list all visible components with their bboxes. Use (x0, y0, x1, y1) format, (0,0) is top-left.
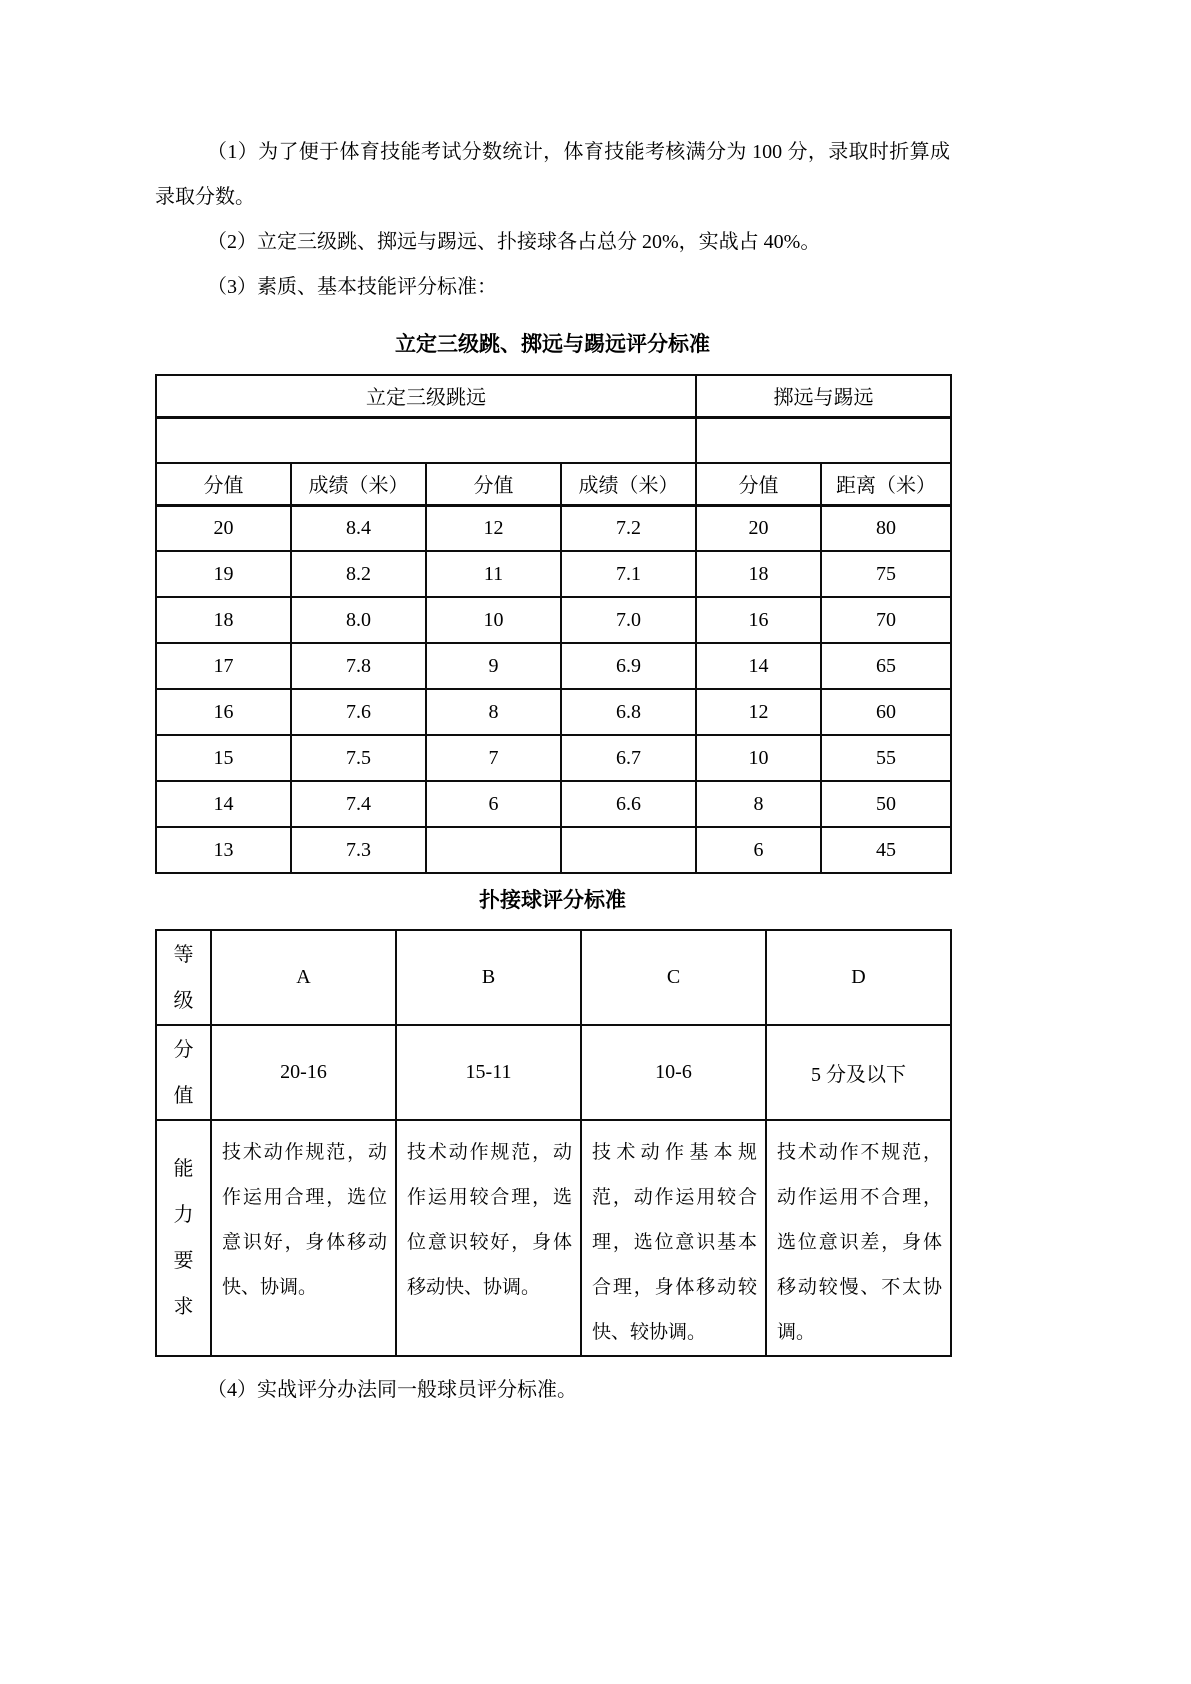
row-label: 等级 (173, 943, 194, 1012)
score-range-cell: 5 分及以下 (766, 1025, 951, 1120)
score-range-cell: 20-16 (211, 1025, 396, 1120)
table-cell: 8.4 (291, 505, 426, 551)
requirement-cell: 技术动作规范，动作运用较合理，选位意识较好，身体移动快、协调。 (396, 1120, 581, 1356)
table-cell: 8.2 (291, 551, 426, 597)
table-cell: 10 (696, 735, 821, 781)
table-cell: 9 (426, 643, 561, 689)
table-cell: 14 (156, 781, 291, 827)
grade-cell: A (211, 930, 396, 1025)
table-cell: 50 (821, 781, 951, 827)
table-cell: 8 (426, 689, 561, 735)
row-label-cell (156, 1120, 211, 1356)
table-cell: 20 (696, 505, 821, 551)
grade-cell: C (581, 930, 766, 1025)
group-header-cell: 立定三级跳远 (156, 375, 696, 417)
table-cell: 19 (156, 551, 291, 597)
jump-throw-score-table (155, 374, 952, 874)
row-label: 分值 (173, 1038, 194, 1107)
row-label: 能力要求 (173, 1158, 194, 1318)
table-row (156, 551, 951, 597)
table-cell: 60 (821, 689, 951, 735)
table-row (156, 597, 951, 643)
group-header-cell: 掷远与踢远 (696, 375, 951, 417)
table-row (156, 505, 951, 551)
table-row (156, 930, 951, 1025)
table-cell: 7.5 (291, 735, 426, 781)
table2-title: 扑接球评分标准 (479, 889, 626, 912)
table-cell: 10 (426, 597, 561, 643)
table-row (156, 463, 951, 505)
table-cell: 7 (426, 735, 561, 781)
table-cell: 11 (426, 551, 561, 597)
table-cell: 7.3 (291, 827, 426, 873)
table-cell: 7.1 (561, 551, 696, 597)
table-cell (426, 827, 561, 873)
table-cell: 16 (156, 689, 291, 735)
table-row (156, 827, 951, 873)
table-cell: 6.7 (561, 735, 696, 781)
table-cell: 7.8 (291, 643, 426, 689)
table-cell: 75 (821, 551, 951, 597)
column-header-cell: 分值 (696, 463, 821, 505)
table-cell: 7.2 (561, 505, 696, 551)
row-label-cell (156, 930, 211, 1025)
table-row (156, 1025, 951, 1120)
grade-cell: B (396, 930, 581, 1025)
column-header-cell: 成绩（米） (561, 463, 696, 505)
table-cell: 6 (696, 827, 821, 873)
table-row (156, 689, 951, 735)
table-cell: 12 (426, 505, 561, 551)
table-cell: 15 (156, 735, 291, 781)
catch-ball-score-table (155, 929, 952, 1357)
table-cell: 6.6 (561, 781, 696, 827)
table-row (156, 417, 951, 463)
grade-cell: D (766, 930, 951, 1025)
table-cell: 7.0 (561, 597, 696, 643)
table-cell: 70 (821, 597, 951, 643)
score-range-cell: 15-11 (396, 1025, 581, 1120)
table-cell: 7.4 (291, 781, 426, 827)
table-row (156, 735, 951, 781)
table-cell: 80 (821, 505, 951, 551)
row-label-cell (156, 1025, 211, 1120)
table-cell: 6.9 (561, 643, 696, 689)
table-cell: 45 (821, 827, 951, 873)
empty-cell (696, 417, 951, 463)
paragraph-2: （2）立定三级跳、掷远与踢远、扑接球各占总分 20%，实战占 40%。 (207, 231, 821, 253)
requirement-cell: 技术动作不规范，动作运用不合理，选位意识差，身体移动较慢、不太协调。 (766, 1120, 951, 1356)
table-cell: 14 (696, 643, 821, 689)
table-cell: 18 (156, 597, 291, 643)
column-header-cell: 分值 (156, 463, 291, 505)
column-header-cell: 成绩（米） (291, 463, 426, 505)
table-cell: 20 (156, 505, 291, 551)
table-cell: 7.6 (291, 689, 426, 735)
paragraph-4: （4）实战评分办法同一般球员评分标准。 (207, 1379, 577, 1401)
column-header-cell: 分值 (426, 463, 561, 505)
table-cell: 13 (156, 827, 291, 873)
table-cell: 65 (821, 643, 951, 689)
empty-cell (156, 417, 696, 463)
table-cell: 16 (696, 597, 821, 643)
column-header-cell: 距离（米） (821, 463, 951, 505)
table-row (156, 643, 951, 689)
table-row (156, 375, 951, 417)
table-cell: 6 (426, 781, 561, 827)
table-cell: 8 (696, 781, 821, 827)
table1-title: 立定三级跳、掷远与踢远评分标准 (395, 333, 710, 356)
table-row (156, 1120, 951, 1356)
paragraph-1: （1）为了便于体育技能考试分数统计，体育技能考核满分为 100 分，录取时折算成录取分数。 (155, 141, 950, 208)
table-cell: 6.8 (561, 689, 696, 735)
table-row (156, 781, 951, 827)
table-cell: 12 (696, 689, 821, 735)
table-cell: 8.0 (291, 597, 426, 643)
requirement-cell: 技术动作基本规范，动作运用较合理，选位意识基本合理，身体移动较快、较协调。 (581, 1120, 766, 1356)
table-cell (561, 827, 696, 873)
paragraph-3: （3）素质、基本技能评分标准： (207, 276, 497, 298)
requirement-cell: 技术动作规范，动作运用合理，选位意识好，身体移动快、协调。 (211, 1120, 396, 1356)
table-cell: 55 (821, 735, 951, 781)
table-cell: 17 (156, 643, 291, 689)
table-cell: 18 (696, 551, 821, 597)
score-range-cell: 10-6 (581, 1025, 766, 1120)
